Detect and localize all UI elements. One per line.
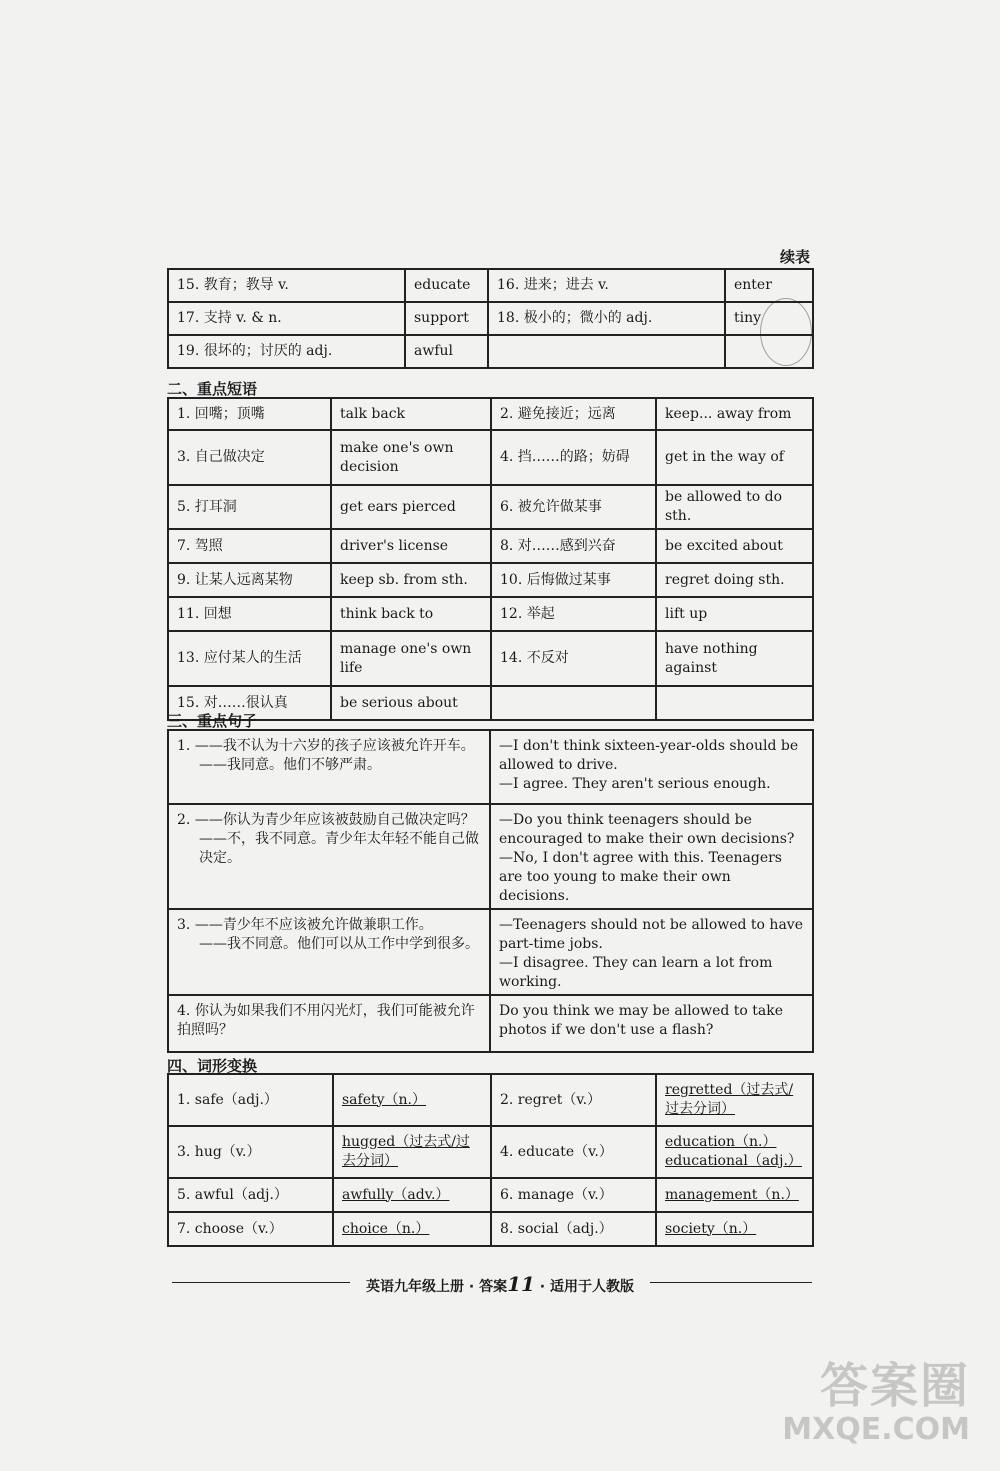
sentence-number: 1. bbox=[177, 738, 191, 754]
phrase-cn: 13. 应付某人的生活 bbox=[168, 631, 331, 686]
phrase-en: talk back bbox=[331, 398, 491, 430]
phrase-en: driver's license bbox=[331, 529, 491, 563]
page-number: 11 bbox=[507, 1272, 535, 1296]
sentence-cn-text: ——不，我不同意。青少年太年轻不能自己做决定。 bbox=[199, 831, 479, 866]
sentence-en-line: —I disagree. They can learn a lot from working. bbox=[499, 955, 773, 990]
sentence-cn-text: ——我同意。他们不够严肃。 bbox=[199, 757, 381, 773]
phrase-cn: 7. 驾照 bbox=[168, 529, 331, 563]
phrases-table bbox=[167, 397, 814, 721]
phrase-row bbox=[168, 430, 813, 485]
phrase-row bbox=[168, 597, 813, 631]
sentence-cn-line bbox=[177, 737, 481, 756]
vocab-en: educate bbox=[405, 269, 488, 302]
phrase-cn: 15. 对……很认真 bbox=[168, 686, 331, 720]
phrase-row bbox=[168, 686, 813, 720]
wordform-answer bbox=[333, 1074, 491, 1126]
sentence-en bbox=[490, 909, 813, 995]
wordform-question: 8. social（adj.） bbox=[491, 1212, 656, 1246]
phrase-row bbox=[168, 563, 813, 597]
phrase-row bbox=[168, 631, 813, 686]
wordform-question: 1. safe（adj.） bbox=[168, 1074, 333, 1126]
phrase-en: get ears pierced bbox=[331, 485, 491, 529]
section-title-sentences: 三、重点句子 bbox=[167, 712, 258, 730]
phrase-en: make one's own decision bbox=[331, 430, 491, 485]
vocab-en bbox=[725, 335, 813, 368]
sentence-row bbox=[168, 804, 813, 909]
section-title-wordforms: 四、词形变换 bbox=[167, 1057, 258, 1075]
phrase-cn bbox=[491, 686, 656, 720]
sentence-en bbox=[490, 730, 813, 804]
phrase-cn: 10. 后悔做过某事 bbox=[491, 563, 656, 597]
wordform-answer-line: education（n.） bbox=[665, 1134, 777, 1150]
sentence-row bbox=[168, 730, 813, 804]
phrase-en: keep sb. from sth. bbox=[331, 563, 491, 597]
phrase-en: lift up bbox=[656, 597, 813, 631]
sentence-cn-text: ——你认为青少年应该被鼓励自己做决定吗？ bbox=[194, 812, 475, 828]
sentence-en-line: —I don't think sixteen-year-olds should be allowed to drive. bbox=[499, 738, 799, 773]
sentence-number: 3. bbox=[177, 917, 191, 933]
wordform-answer bbox=[656, 1212, 813, 1246]
sentence-en-line: —Teenagers should not be allowed to have part-time jobs. bbox=[499, 917, 803, 952]
sentence-en bbox=[490, 804, 813, 909]
phrase-cn: 6. 被允许做某事 bbox=[491, 485, 656, 529]
wordform-answer bbox=[333, 1178, 491, 1212]
vocab-cn: 17. 支持 v. & n. bbox=[168, 302, 405, 335]
sentence-cn bbox=[168, 995, 490, 1052]
phrase-cn: 14. 不反对 bbox=[491, 631, 656, 686]
wordform-question: 4. educate（v.） bbox=[491, 1126, 656, 1178]
vocab-cn: 19. 很坏的；讨厌的 adj. bbox=[168, 335, 405, 368]
sentence-en bbox=[490, 995, 813, 1052]
wordform-question: 2. regret（v.） bbox=[491, 1074, 656, 1126]
sentence-row bbox=[168, 909, 813, 995]
watermark-cn: 答案圈 bbox=[819, 1358, 970, 1414]
phrase-row bbox=[168, 398, 813, 430]
wordform-answer-line: hugged（过去式/过去分词） bbox=[342, 1134, 470, 1169]
vocab-row bbox=[168, 335, 813, 368]
sentences-table bbox=[167, 729, 814, 1053]
sentence-number: 2. bbox=[177, 812, 191, 828]
footer-rule-left bbox=[172, 1282, 350, 1283]
phrase-cn: 1. 回嘴；顶嘴 bbox=[168, 398, 331, 430]
wordform-answer-line: management（n.） bbox=[665, 1186, 799, 1203]
sentence-cn bbox=[168, 909, 490, 995]
vocab-cn bbox=[488, 335, 725, 368]
footer-rule-right bbox=[650, 1282, 812, 1283]
phrase-en: be allowed to do sth. bbox=[656, 485, 813, 529]
phrase-cn: 9. 让某人远离某物 bbox=[168, 563, 331, 597]
wordform-answer bbox=[333, 1212, 491, 1246]
wordform-row bbox=[168, 1074, 813, 1126]
sentence-cn-line bbox=[177, 830, 481, 868]
continued-label: 续表 bbox=[779, 248, 810, 266]
phrase-en: think back to bbox=[331, 597, 491, 631]
vocab-en: awful bbox=[405, 335, 488, 368]
vocab-table bbox=[167, 268, 814, 369]
wordform-answer bbox=[656, 1074, 813, 1126]
phrase-cn: 5. 打耳洞 bbox=[168, 485, 331, 529]
vocab-cn: 18. 极小的；微小的 adj. bbox=[488, 302, 725, 335]
wordform-answer-line: society（n.） bbox=[665, 1220, 757, 1237]
sentence-cn-text: 你认为如果我们不用闪光灯，我们可能被允许拍照吗？ bbox=[177, 1003, 475, 1038]
sentence-cn-line bbox=[177, 935, 481, 954]
vocab-cn: 16. 进来；进去 v. bbox=[488, 269, 725, 302]
wordform-answer-line: educational（adj.） bbox=[665, 1153, 802, 1169]
wordform-question: 3. hug（v.） bbox=[168, 1126, 333, 1178]
vocab-cn: 15. 教育；教导 v. bbox=[168, 269, 405, 302]
sentence-cn-line bbox=[177, 811, 481, 830]
wordform-row bbox=[168, 1126, 813, 1178]
wordform-row bbox=[168, 1212, 813, 1246]
sentence-cn-line bbox=[177, 756, 481, 775]
phrase-en: be excited about bbox=[656, 529, 813, 563]
phrase-cn: 4. 挡……的路；妨碍 bbox=[491, 430, 656, 485]
phrase-en: manage one's own life bbox=[331, 631, 491, 686]
wordform-answer-line: safety（n.） bbox=[342, 1091, 426, 1108]
page-footer bbox=[350, 1272, 650, 1296]
vocab-en: support bbox=[405, 302, 488, 335]
sentence-en-line: —I agree. They aren't serious enough. bbox=[499, 776, 771, 792]
wordform-answer-line: regretted（过去式/过去分词） bbox=[665, 1082, 794, 1117]
phrase-cn: 3. 自己做决定 bbox=[168, 430, 331, 485]
sentence-cn-text: ——我不认为十六岁的孩子应该被允许开车。 bbox=[194, 738, 475, 754]
wordform-answer-line: choice（n.） bbox=[342, 1220, 430, 1237]
vocab-en: enter bbox=[725, 269, 813, 302]
wordform-answer bbox=[333, 1126, 491, 1178]
footer-right: · 适用于人教版 bbox=[534, 1279, 634, 1295]
phrase-en: regret doing sth. bbox=[656, 563, 813, 597]
wordform-question: 5. awful（adj.） bbox=[168, 1178, 333, 1212]
sentence-row bbox=[168, 995, 813, 1052]
vocab-row bbox=[168, 269, 813, 302]
watermark-en: MXQE.COM bbox=[782, 1412, 970, 1447]
sentence-en-line: —Do you think teenagers should be encouraged to make their own decisions? bbox=[499, 812, 795, 847]
phrase-en: keep... away from bbox=[656, 398, 813, 430]
phrase-cn: 11. 回想 bbox=[168, 597, 331, 631]
sentence-cn-line bbox=[177, 1002, 481, 1040]
sentence-cn-text: ——我不同意。他们可以从工作中学到很多。 bbox=[199, 936, 479, 952]
phrase-en: be serious about bbox=[331, 686, 491, 720]
phrase-row bbox=[168, 485, 813, 529]
sentence-cn bbox=[168, 804, 490, 909]
wordforms-table bbox=[167, 1073, 814, 1247]
phrase-en bbox=[656, 686, 813, 720]
phrase-en: get in the way of bbox=[656, 430, 813, 485]
sentence-cn-line bbox=[177, 916, 481, 935]
phrase-row bbox=[168, 529, 813, 563]
wordform-answer bbox=[656, 1126, 813, 1178]
wordform-answer bbox=[656, 1178, 813, 1212]
vocab-row bbox=[168, 302, 813, 335]
sentence-cn bbox=[168, 730, 490, 804]
sentence-number: 4. bbox=[177, 1003, 191, 1019]
section-title-phrases: 二、重点短语 bbox=[167, 380, 258, 398]
phrase-cn: 12. 举起 bbox=[491, 597, 656, 631]
site-watermark bbox=[782, 1347, 970, 1447]
wordform-question: 7. choose（v.） bbox=[168, 1212, 333, 1246]
sentence-en-line: —No, I don't agree with this. Teenagers are too young to make their own decisions. bbox=[499, 850, 782, 904]
phrase-cn: 2. 避免接近；远离 bbox=[491, 398, 656, 430]
footer-left: 英语九年级上册 · 答案 bbox=[366, 1279, 508, 1295]
sentence-en-line: Do you think we may be allowed to take photos if we don't use a flash? bbox=[499, 1003, 784, 1038]
phrase-en: have nothing against bbox=[656, 631, 813, 686]
phrase-cn: 8. 对……感到兴奋 bbox=[491, 529, 656, 563]
vocab-en: tiny bbox=[725, 302, 813, 335]
sentence-cn-text: ——青少年不应该被允许做兼职工作。 bbox=[194, 917, 433, 933]
wordform-answer-line: awfully（adv.） bbox=[342, 1186, 450, 1203]
wordform-question: 6. manage（v.） bbox=[491, 1178, 656, 1212]
wordform-row bbox=[168, 1178, 813, 1212]
